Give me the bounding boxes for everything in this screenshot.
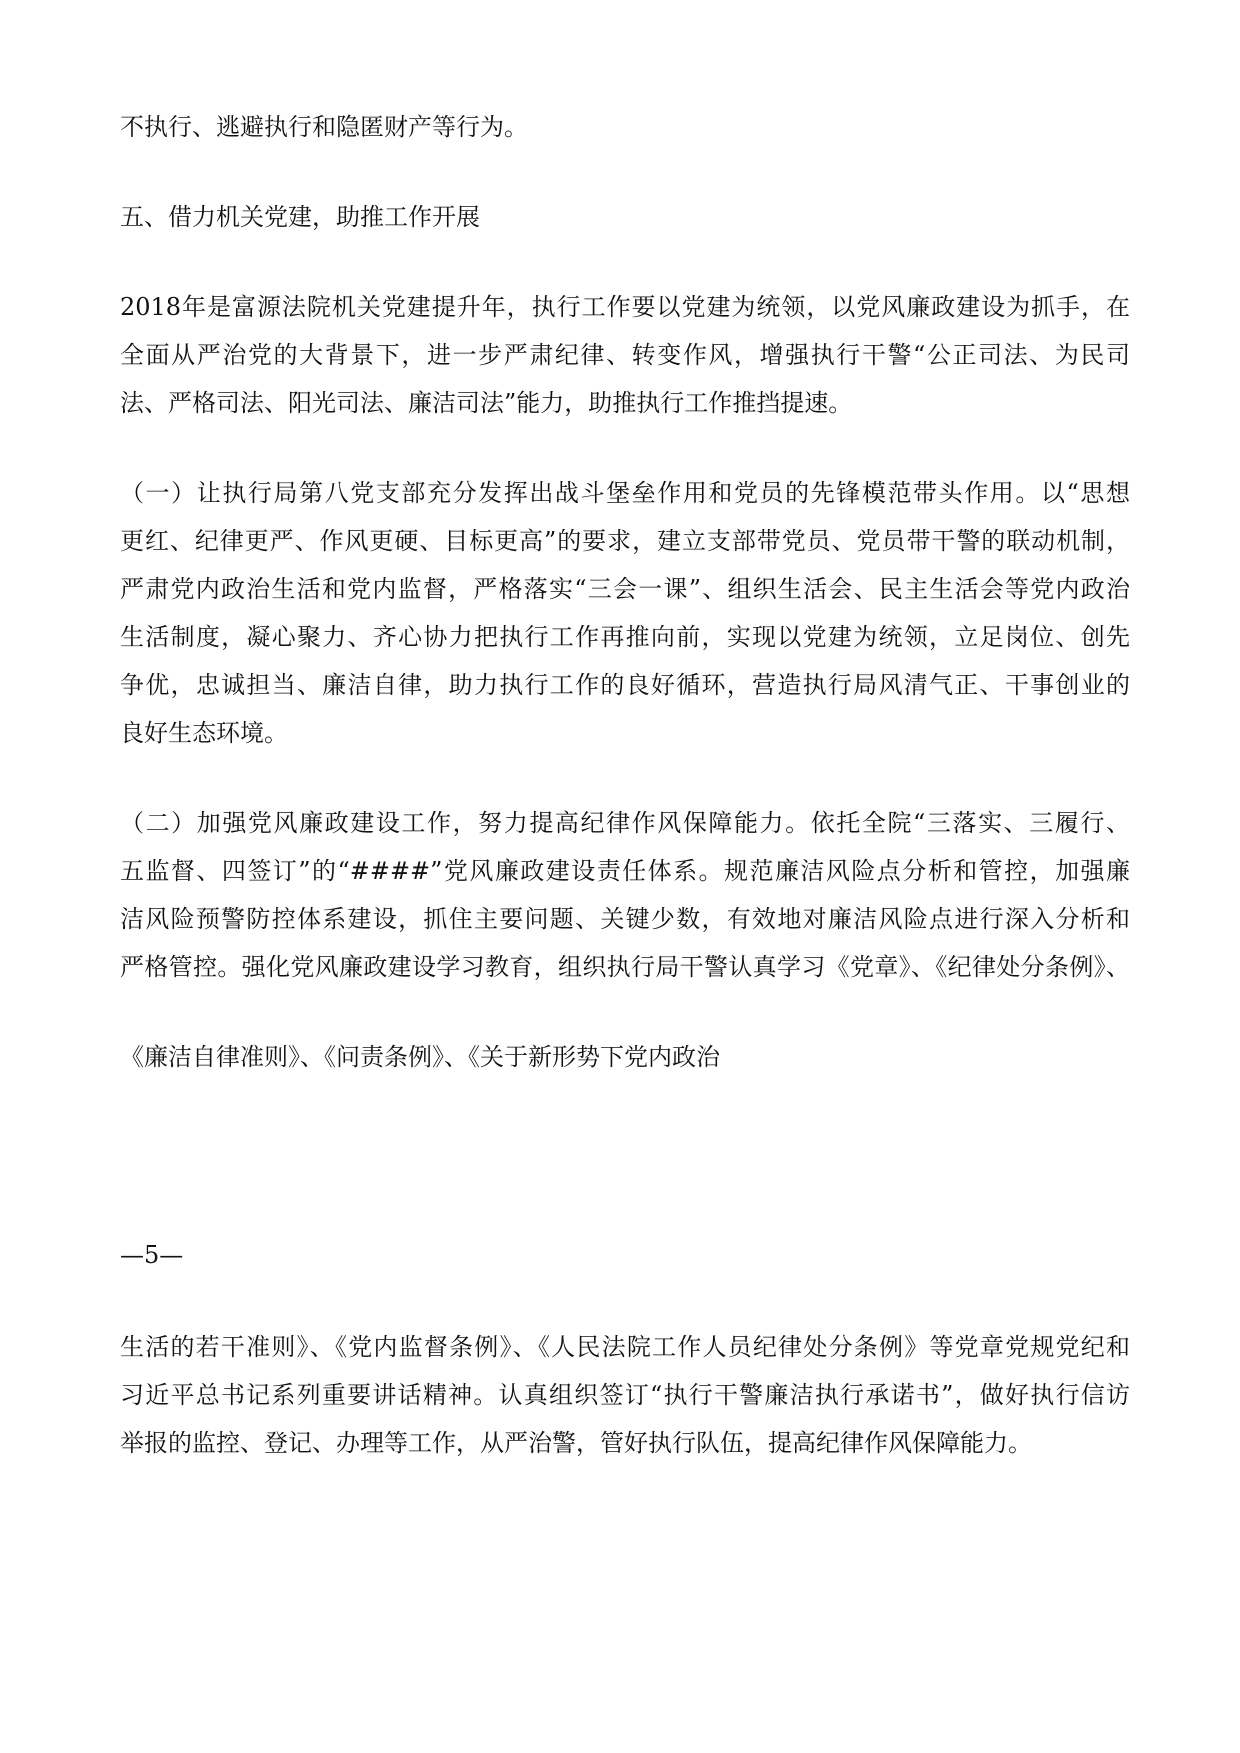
text-line: 五监督、四签订”的“####”党风廉政建设责任体系。规范廉洁风险点分析和管控，加强廉 <box>120 857 1130 885</box>
text-line: 法、严格司法、阳光司法、廉洁司法”能力，助推执行工作推挡提速。 <box>120 389 853 417</box>
text-line: 严格管控。强化党风廉政建设学习教育，组织执行局干警认真学习《党章》、《纪律处分条例》、 <box>120 953 1130 981</box>
text-line: 生活的若干准则》、《党内监督条例》、《人民法院工作人员纪律处分条例》等党章党规党纪和 <box>120 1333 1130 1361</box>
text-line: 更红、纪律更严、作风更硬、目标更高”的要求，建立支部带党员、党员带干警的联动机制， <box>120 527 1130 555</box>
text-line: 习近平总书记系列重要讲话精神。认真组织签订“执行干警廉洁执行承诺书”，做好执行信访 <box>120 1381 1130 1409</box>
text-line: 《廉洁自律准则》、《问责条例》、《关于新形势下党内政治 <box>120 1043 720 1071</box>
text-line: 生活制度，凝心聚力、齐心协力把执行工作再推向前，实现以党建为统领，立足岗位、创先 <box>120 623 1130 651</box>
text-line: 争优，忠诚担当、廉洁自律，助力执行工作的良好循环，营造执行局风清气正、干事创业的 <box>120 671 1130 699</box>
text-line: 严肃党内政治生活和党内监督，严格落实“三会一课”、组织生活会、民主生活会等党内政治 <box>120 575 1130 603</box>
text-line: 良好生态环境。 <box>120 719 288 747</box>
text-line: 全面从严治党的大背景下，进一步严肃纪律、转变作风，增强执行干警“公正司法、为民司 <box>120 341 1130 369</box>
text-line: 2018年是富源法院机关党建提升年，执行工作要以党建为统领，以党风廉政建设为抓手，在 <box>120 293 1130 321</box>
section-heading: 五、借力机关党建，助推工作开展 <box>120 203 480 231</box>
text-line: 举报的监控、登记、办理等工作，从严治警，管好执行队伍，提高纪律作风保障能力。 <box>120 1429 1032 1457</box>
text-line: 洁风险预警防控体系建设，抓住主要问题、关键少数，有效地对廉洁风险点进行深入分析和 <box>120 905 1130 933</box>
text-line: （二）加强党风廉政建设工作，努力提高纪律作风保障能力。依托全院“三落实、三履行、 <box>120 809 1130 837</box>
text-line: 不执行、逃避执行和隐匿财产等行为。 <box>120 113 528 141</box>
text-line: （一）让执行局第八党支部充分发挥出战斗堡垒作用和党员的先锋模范带头作用。以“思想 <box>120 479 1130 507</box>
page-number: —5— <box>120 1241 184 1269</box>
